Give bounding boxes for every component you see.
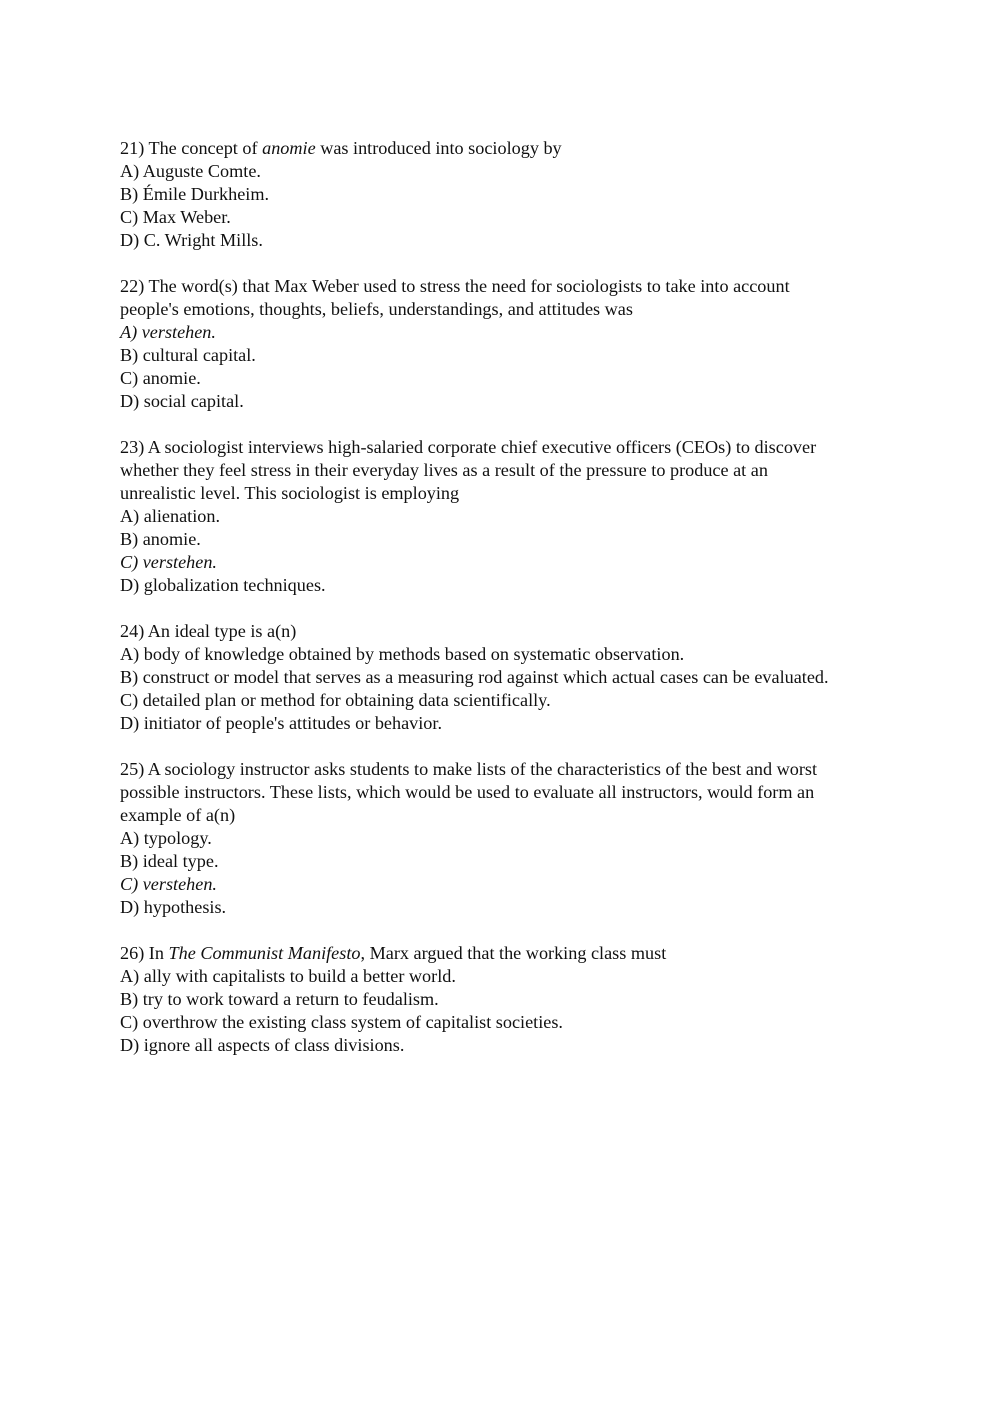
option-letter: D) <box>120 391 140 411</box>
option-text: Auguste Comte. <box>142 161 261 181</box>
stem-text: was introduced into sociology by <box>315 138 562 158</box>
option-c <box>120 551 910 574</box>
option-letter: D) <box>120 897 140 917</box>
stem-text: A sociologist interviews high-salaried corporate chief executive officers (CEOs) to discover <box>147 437 817 457</box>
stem-term: anomie <box>262 138 316 158</box>
question-25 <box>120 758 910 919</box>
option-letter: A) <box>120 644 140 664</box>
stem-text: , Marx argued that the working class must <box>360 943 667 963</box>
option-text: verstehen. <box>142 552 217 572</box>
option-b <box>120 344 910 367</box>
question-stem <box>120 942 910 965</box>
option-text: social capital. <box>143 391 244 411</box>
question-stem <box>120 620 910 643</box>
option-letter: D) <box>120 230 140 250</box>
option-c <box>120 689 910 712</box>
question-26 <box>120 942 910 1057</box>
question-number: 22) <box>120 276 145 296</box>
question-stem <box>120 137 910 160</box>
question-number: 24) <box>120 621 145 641</box>
option-c <box>120 873 910 896</box>
option-letter: B) <box>120 851 139 871</box>
option-letter: C) <box>120 874 139 894</box>
quiz-page <box>120 137 910 1080</box>
option-text: try to work toward a return to feudalism. <box>142 989 439 1009</box>
question-number: 26) <box>120 943 145 963</box>
option-d <box>120 574 910 597</box>
option-letter: A) <box>120 828 140 848</box>
option-text: verstehen. <box>142 874 217 894</box>
option-b <box>120 850 910 873</box>
option-a <box>120 321 910 344</box>
option-text: anomie. <box>142 368 201 388</box>
option-text: overthrow the existing class system of capitalist societies. <box>142 1012 563 1032</box>
option-letter: D) <box>120 1035 140 1055</box>
question-stem: unrealistic level. This sociologist is employing <box>120 483 460 503</box>
option-a <box>120 643 910 666</box>
option-c <box>120 206 910 229</box>
option-letter: A) <box>120 506 140 526</box>
question-22 <box>120 275 910 413</box>
option-a <box>120 160 910 183</box>
option-d <box>120 1034 910 1057</box>
option-text: verstehen. <box>141 322 216 342</box>
option-d <box>120 712 910 735</box>
question-24 <box>120 620 910 735</box>
option-text: construct or model that serves as a measuring rod against which actual cases can be evaluated. <box>142 667 829 687</box>
option-letter: B) <box>120 529 139 549</box>
option-letter: C) <box>120 1012 139 1032</box>
option-b <box>120 988 910 1011</box>
option-a <box>120 827 910 850</box>
question-stem: possible instructors. These lists, which would be used to evaluate all instructors, would form an <box>120 782 815 802</box>
option-letter: D) <box>120 713 140 733</box>
option-letter: C) <box>120 368 139 388</box>
stem-text: The word(s) that Max Weber used to stress the need for sociologists to take into account <box>148 276 790 296</box>
question-21 <box>120 137 910 252</box>
question-23 <box>120 436 910 597</box>
option-letter: A) <box>120 322 138 342</box>
option-d <box>120 390 910 413</box>
option-text: detailed plan or method for obtaining data scientifically. <box>142 690 551 710</box>
option-text: Émile Durkheim. <box>142 184 270 204</box>
stem-text: The concept of <box>148 138 263 158</box>
question-stem: example of a(n) <box>120 805 236 825</box>
option-text: body of knowledge obtained by methods based on systematic observation. <box>143 644 685 664</box>
option-text: anomie. <box>142 529 201 549</box>
option-b <box>120 183 910 206</box>
question-number: 23) <box>120 437 145 457</box>
option-c <box>120 367 910 390</box>
option-text: C. Wright Mills. <box>143 230 263 250</box>
option-text: typology. <box>143 828 212 848</box>
option-c <box>120 1011 910 1034</box>
option-letter: B) <box>120 345 139 365</box>
option-b <box>120 528 910 551</box>
stem-text: A sociology instructor asks students to make lists of the characteristics of the best and worst <box>147 759 818 779</box>
option-letter: A) <box>120 161 140 181</box>
option-text: globalization techniques. <box>143 575 326 595</box>
option-d <box>120 229 910 252</box>
option-letter: C) <box>120 690 139 710</box>
option-d <box>120 896 910 919</box>
option-text: hypothesis. <box>143 897 227 917</box>
question-number: 21) <box>120 138 145 158</box>
option-a <box>120 505 910 528</box>
option-letter: B) <box>120 989 139 1009</box>
question-stem: whether they feel stress in their everyday lives as a result of the pressure to produce at an <box>120 460 768 480</box>
question-stem <box>120 275 910 298</box>
option-text: ally with capitalists to build a better world. <box>143 966 456 986</box>
stem-text: An ideal type is a(n) <box>147 621 297 641</box>
question-stem: people's emotions, thoughts, beliefs, understandings, and attitudes was <box>120 299 633 319</box>
option-letter: C) <box>120 552 139 572</box>
option-text: initiator of people's attitudes or behavior. <box>143 713 442 733</box>
option-letter: D) <box>120 575 140 595</box>
option-letter: C) <box>120 207 139 227</box>
question-stem <box>120 758 910 781</box>
book-title: The Communist Manifesto <box>168 943 361 963</box>
option-letter: B) <box>120 184 139 204</box>
option-text: alienation. <box>143 506 221 526</box>
option-text: ignore all aspects of class divisions. <box>143 1035 405 1055</box>
stem-text: In <box>148 943 169 963</box>
question-stem <box>120 436 910 459</box>
option-text: Max Weber. <box>142 207 231 227</box>
option-letter: A) <box>120 966 140 986</box>
option-letter: B) <box>120 667 139 687</box>
option-a <box>120 965 910 988</box>
option-b <box>120 666 910 689</box>
option-text: cultural capital. <box>142 345 256 365</box>
option-text: ideal type. <box>142 851 219 871</box>
question-number: 25) <box>120 759 145 779</box>
